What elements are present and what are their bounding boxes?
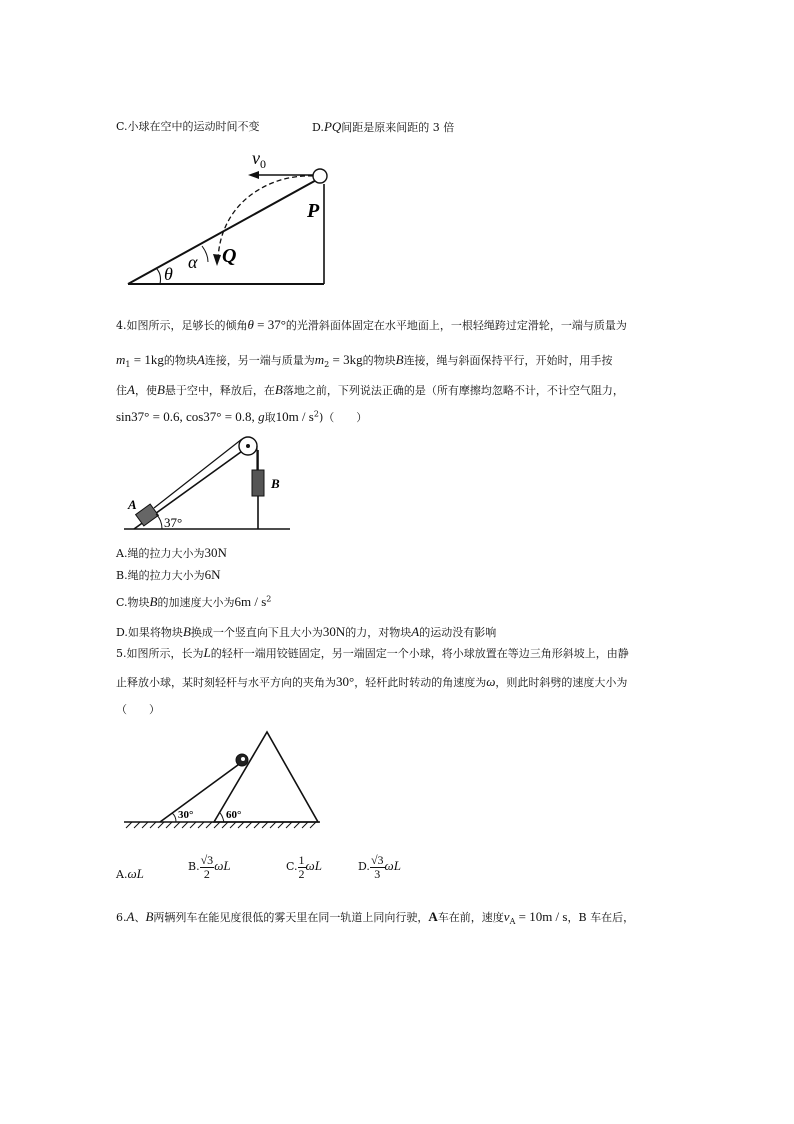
q3-theta-arc xyxy=(156,268,161,284)
q3-ball xyxy=(313,169,327,183)
q3-label-alpha: α xyxy=(188,252,198,272)
q3-label-theta: θ xyxy=(164,264,173,284)
q4-stem-line1: 4.如图所示，足够长的倾角θ = 37°的光滑斜面体固定在水平地面上，一根轻绳跨过定滑轮，一端与质量为 xyxy=(116,317,627,332)
q4-stem-line3: 住A，使B悬于空中，释放后，在B落地之前，下列说法正确的是（所有摩擦均忽略不计，不计空气阻力， xyxy=(116,382,624,397)
q4-rope-slope xyxy=(154,439,242,508)
q5-option-c: C. $\frac{1}{2}$ ωL xyxy=(286,853,322,881)
q5-stem-line1: 5.如图所示，长为L的轻杆一端用铰链固定，另一端固定一个小球，将小球放置在等边三角形斜坡上，由静 xyxy=(116,645,629,660)
q3-alpha-arc xyxy=(202,246,208,262)
q4-block-b xyxy=(252,470,264,496)
q3-option-c xyxy=(116,120,260,133)
q5-label-30: 30° xyxy=(178,809,194,821)
q3-label-q: Q xyxy=(222,245,237,267)
q3-incline-figure xyxy=(120,142,340,290)
q5-option-b-fraction: $\frac{√3}{2}$ xyxy=(200,853,214,881)
q4-stem-line4: sin37° = 0.6, cos37° = 0.8, g取$10m / s^2$)（ ） xyxy=(116,409,368,424)
q5-wedge-figure xyxy=(120,728,326,830)
q3-trajectory-arrowhead xyxy=(213,254,221,266)
q3-label-p: P xyxy=(307,200,320,222)
q6-stem-line1: 6.A、B两辆列车在能见度很低的雾天里在同一轨道上同向行驶，A车在前，速度$v_A = 10m / s$，B 车在后， xyxy=(116,909,635,927)
q5-option-b: B. $\frac{√3}{2}$ ωL xyxy=(188,853,231,881)
q5-ball-highlight xyxy=(241,757,245,761)
q4-option-b: B.绳的拉力大小为6N xyxy=(116,567,221,582)
q5-option-a: A.ωL xyxy=(116,866,144,881)
q3-option-d-label: D. xyxy=(312,121,324,134)
q4-option-d: D.如果将物块B换成一个竖直向下且大小为30N的力，对物块A的运动没有影响 xyxy=(116,624,497,639)
q4-option-a: A.绳的拉力大小为30N xyxy=(116,545,227,560)
q5-angle-30-arc xyxy=(172,813,176,822)
q3-option-d-pq: PQ xyxy=(323,119,342,134)
q5-option-d: D. $\frac{√3}{3}$ ωL xyxy=(358,853,401,881)
q4-label-angle: 37° xyxy=(164,515,183,530)
q3-option-d-rest: 间距是原来间距的 3 倍 xyxy=(341,121,455,134)
q3-option-c-text: C.小球在空中的运动时间不变 xyxy=(116,120,260,133)
q4-option-c: C.物块B的加速度大小为$6m / s^2$ xyxy=(116,594,272,609)
q3-v0-label: $v_0$ xyxy=(252,148,266,171)
q4-label-b: B xyxy=(271,476,280,491)
q5-label-60: 60° xyxy=(226,809,242,821)
q5-stem-line3: （ ） xyxy=(116,703,160,716)
q5-option-d-fraction: $\frac{√3}{3}$ xyxy=(370,853,384,881)
q4-pulley-figure xyxy=(120,428,300,536)
q5-stem-line2: 止释放小球，某时刻轻杆与水平方向的夹角为30°，轻杆此时转动的角速度为ω，则此时斜劈的速度大小为 xyxy=(116,674,628,689)
q5-option-c-fraction: $\frac{1}{2}$ xyxy=(298,853,305,881)
q3-option-d xyxy=(312,119,454,135)
q4-pulley-axle xyxy=(246,444,250,448)
q3-v0-arrowhead xyxy=(248,171,259,179)
q4-label-a: A xyxy=(128,497,137,512)
q4-stem-line2: $m_1 = 1kg$的物块A连接，另一端与质量为$m_2 = 3kg$的物块B连接，绳与斜面保持平行，开始时，用手按 xyxy=(116,352,613,370)
q5-ground-hatching xyxy=(126,822,316,828)
